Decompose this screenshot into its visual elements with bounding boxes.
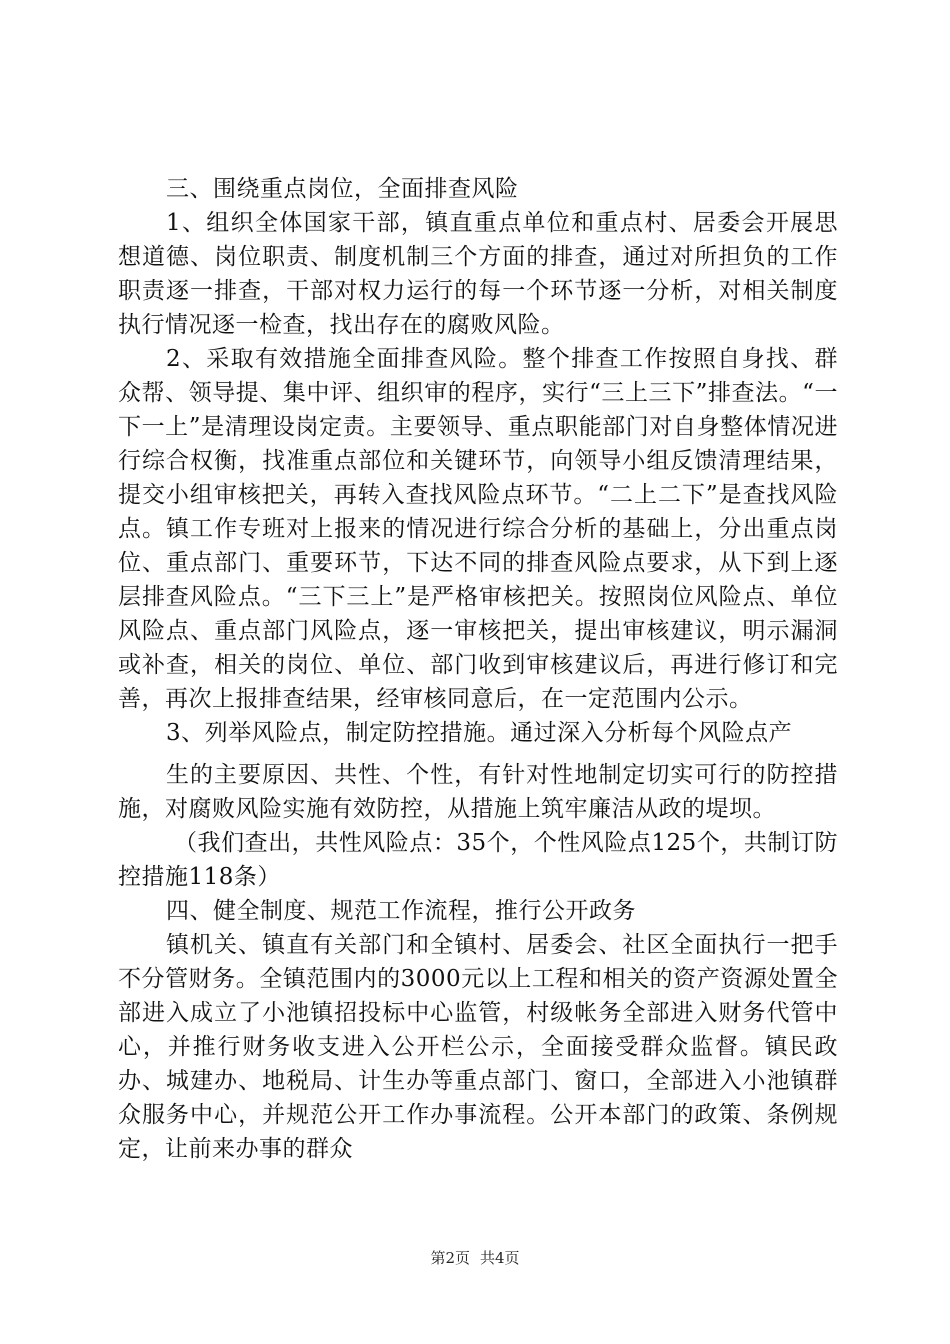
- paragraph-4-1: 镇机关、镇直有关部门和全镇村、居委会、社区全面执行一把手不分管财务。全镇范围内的3000元以上工程和相关的资产资源处置全部进入成立了小池镇招投标中心监管，村级帐务全部进入财务代管中心，并推行财务收支进入公开栏公示，全面接受群众监督。镇民政办、城建办、地税局、计生办等重点部门、窗口，全部进入小池镇群众服务中心，并规范公开工作办事流程。公开本部门的政策、条例规定，让前来办事的群众: [118, 932, 838, 1162]
- page-number-total: 共4页: [480, 1249, 520, 1267]
- page-footer: [0, 1247, 950, 1268]
- paragraph-3-3-continued: 生的主要原因、共性、个性，有针对性地制定切实可行的防控措施，对腐败风险实施有效防控，从措施上筑牢廉洁从政的堤坝。: [118, 762, 838, 822]
- section-heading-4: 四、健全制度、规范工作流程，推行公开政务: [166, 898, 636, 924]
- paragraph-3-note: （我们查出，共性风险点：35个，个性风险点125个，共制订防控措施118条）: [118, 830, 838, 890]
- section-heading-3: 三、围绕重点岗位，全面排查风险: [166, 176, 519, 202]
- document-body: [118, 172, 838, 1166]
- paragraph-3-1: 1、组织全体国家干部，镇直重点单位和重点村、居委会开展思想道德、岗位职责、制度机制三个方面的排查，通过对所担负的工作职责逐一排查，干部对权力运行的每一个环节逐一分析，对相关制度执行情况逐一检查，找出存在的腐败风险。: [118, 210, 838, 338]
- paragraph-3-2: 2、采取有效措施全面排查风险。整个排查工作按照自身找、群众帮、领导提、集中评、组织审的程序，实行“三上三下”排查法。“一下一上”是清理设岗定责。主要领导、重点职能部门对自身整体情况进行综合权衡，找准重点部位和关键环节，向领导小组反馈清理结果，提交小组审核把关，再转入查找风险点环节。“二上二下”是查找风险点。镇工作专班对上报来的情况进行综合分析的基础上，分出重点岗位、重点部门、重要环节，下达不同的排查风险点要求，从下到上逐层排查风险点。“三下三上”是严格审核把关。按照岗位风险点、单位风险点、重点部门风险点，逐一审核把关，提出审核建议，明示漏洞或补查，相关的岗位、单位、部门收到审核建议后，再进行修订和完善，再次上报排查结果，经审核同意后，在一定范围内公示。: [118, 346, 838, 712]
- page-number-current: 第2页: [430, 1249, 470, 1267]
- paragraph-3-3-start: 3、列举风险点，制定防控措施。通过深入分析每个风险点产: [166, 720, 793, 746]
